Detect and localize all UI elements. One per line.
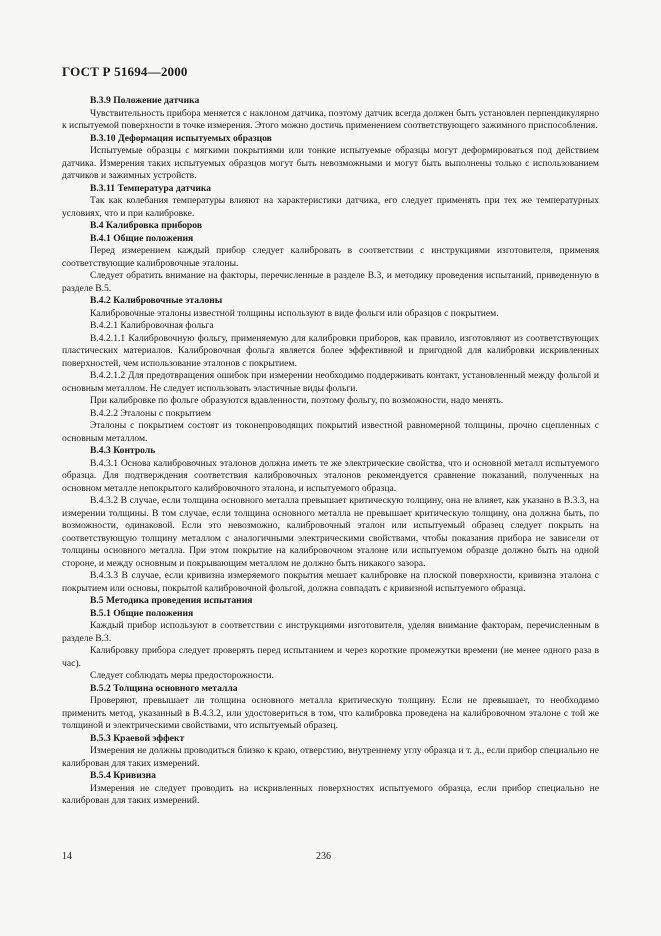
paragraph: Калибровочные эталоны известной толщины используют в виде фольги или образцов с покрытием. [90, 307, 499, 319]
page-number-left: 14 [62, 851, 72, 862]
section-heading: В.5 Методика проведения испытания [90, 595, 253, 606]
paragraph: Измерения не следует проводить на искривленных поверхностях испытуемого образца, если прибор специально не калиброван для таких измерений. [62, 782, 599, 806]
section-heading: В.5.3 Краевой эффект [90, 732, 185, 744]
standard-header: ГОСТ Р 51694—2000 [62, 64, 188, 79]
paragraph: Измерения не должны проводиться близко к краю, отверстию, внутреннему углу образца и т. д., если прибор специально не калиброван для таких измерений. [62, 745, 599, 769]
paragraph: Испытуемые образцы с мягкими покрытиями или тонкие испытуемые образцы могут деформироваться под действием датчика. Измерения таких испытуемых образцов могут быть невозможными и могут быть выполнены только с использованием датчиков и зажимных устройств. [62, 145, 599, 181]
paragraph: Так как колебания температуры влияют на характеристики датчика, его следует применять при тех же температурных условиях, что и при калибровке. [62, 195, 599, 219]
paragraph: Эталоны с покрытием состоят из токонепроводящих покрытий известной равномерной толщины, прочно сцепленных с основным металлом. [62, 420, 599, 444]
paragraph: Следует соблюдать меры предосторожности. [90, 670, 274, 681]
page-number-center: 236 [316, 851, 331, 862]
subsection-title: В.4.2.2 Эталоны с покрытием [90, 407, 212, 419]
section-heading: В.4.3 Контроль [90, 445, 156, 456]
paragraph: В.4.3.1 Основа калибровочных эталонов должна иметь те же электрические свойства, что и основной металл испытуемого образца. Для подтверждения соответствия калибровочных эталонов рекомендуется сравнение показаний, полученных на основном металле непокрытого калибровочного эталона, и испытуемого образца. [62, 457, 599, 494]
section-heading: В.5.1 Общие положения [90, 607, 194, 619]
section-heading: В.3.9 Положение датчика [90, 95, 200, 106]
paragraph: В.4.2.1.2 Для предотвращения ошибок при измерении необходимо поддерживать контакт, установленный между фольгой и основным металлом. Не следует использовать эластичные виды фольги. [62, 370, 599, 394]
section-heading: В.3.10 Деформация испытуемых образцов [90, 132, 272, 144]
section-heading: В.4.1 Общие положения [90, 232, 194, 244]
section-heading: В.4 Калибровка приборов [90, 220, 202, 231]
section-heading: В.3.11 Температура датчика [90, 182, 212, 194]
paragraph: В.4.3.3 В случае, если кривизна измеряемого покрытия мешает калибровке на плоской поверхности, кривизна эталона с покрытием или основы, покрытой калибровочной фольгой, должна совпадать с кривизной испытуемого образца. [62, 570, 599, 594]
paragraph: Перед измерением каждый прибор следует калибровать в соответствии с инструкциями изготовителя, применяя соответствующие калибровочные эталоны. [62, 245, 599, 269]
paragraph: При калибровке по фольге образуются вдавленности, поэтому фольгу, по возможности, надо менять. [90, 395, 504, 406]
section-heading: В.4.2 Калибровочные эталоны [90, 295, 223, 306]
subsection-title: В.4.2.1 Калибровочная фольга [90, 320, 214, 331]
section-heading: В.5.4 Кривизна [90, 770, 156, 781]
paragraph: В.4.3.2 В случае, если толщина основного металла превышает критическую толщину, она не влияет, как указано в В.3.3, на измерении толщины. В том случае, если толщина основного металла не превышает критическую толщину, она должна быть, по возможности, одинаковой. Если это невозможно, калибровочный эталон или испытуемый образец следует покрыть на соответствующую толщину металлом с аналогичными электрическими свойствами, чтобы показания прибора не зависели от толщины основного металла. При этом покрытие на калибровочном эталоне или испытуемом образце должно быть на одной стороне, и между основным и покрывающим металлом не должно быть никакого зазора. [62, 495, 599, 569]
paragraph: Калибровку прибора следует проверять перед испытанием и через короткие промежутки времени (не менее одного раза в час). [62, 645, 599, 669]
document-body [62, 95, 599, 808]
paragraph: Проверяют, превышает ли толщина основного металла критическую толщину. Если не превышает, то необходимо применить метод, указанный в В.4.3.2, или удостовериться в том, что калибровка проведена на калибровочном эталоне с той же толщиной и электрическими свойствами, что испытуемый образец. [62, 695, 599, 731]
paragraph: Чувствительность прибора меняется с наклоном датчика, поэтому датчик всегда должен быть установлен перпендикулярно к испытуемой поверхности в точке измерения. Этого можно достичь применением соответствующего зажимного приспособления. [62, 107, 599, 131]
paragraph: Следует обратить внимание на факторы, перечисленные в разделе В.3, и методику проведения испытаний, приведенную в разделе В.5. [62, 270, 599, 294]
section-heading: В.5.2 Толщина основного металла [90, 682, 238, 694]
paragraph: Каждый прибор используют в соответствии с инструкциями изготовителя, уделяя внимание факторам, перечисленным в разделе В.3. [62, 620, 599, 644]
paragraph: В.4.2.1.1 Калибровочную фольгу, применяемую для калибровки приборов, как правило, изготовляют из соответствующих пластических материалов. Калибровочная фольга является более эффективной и пригодной для калибровки искривленных поверхностей, чем использование эталонов с покрытием. [62, 332, 599, 369]
